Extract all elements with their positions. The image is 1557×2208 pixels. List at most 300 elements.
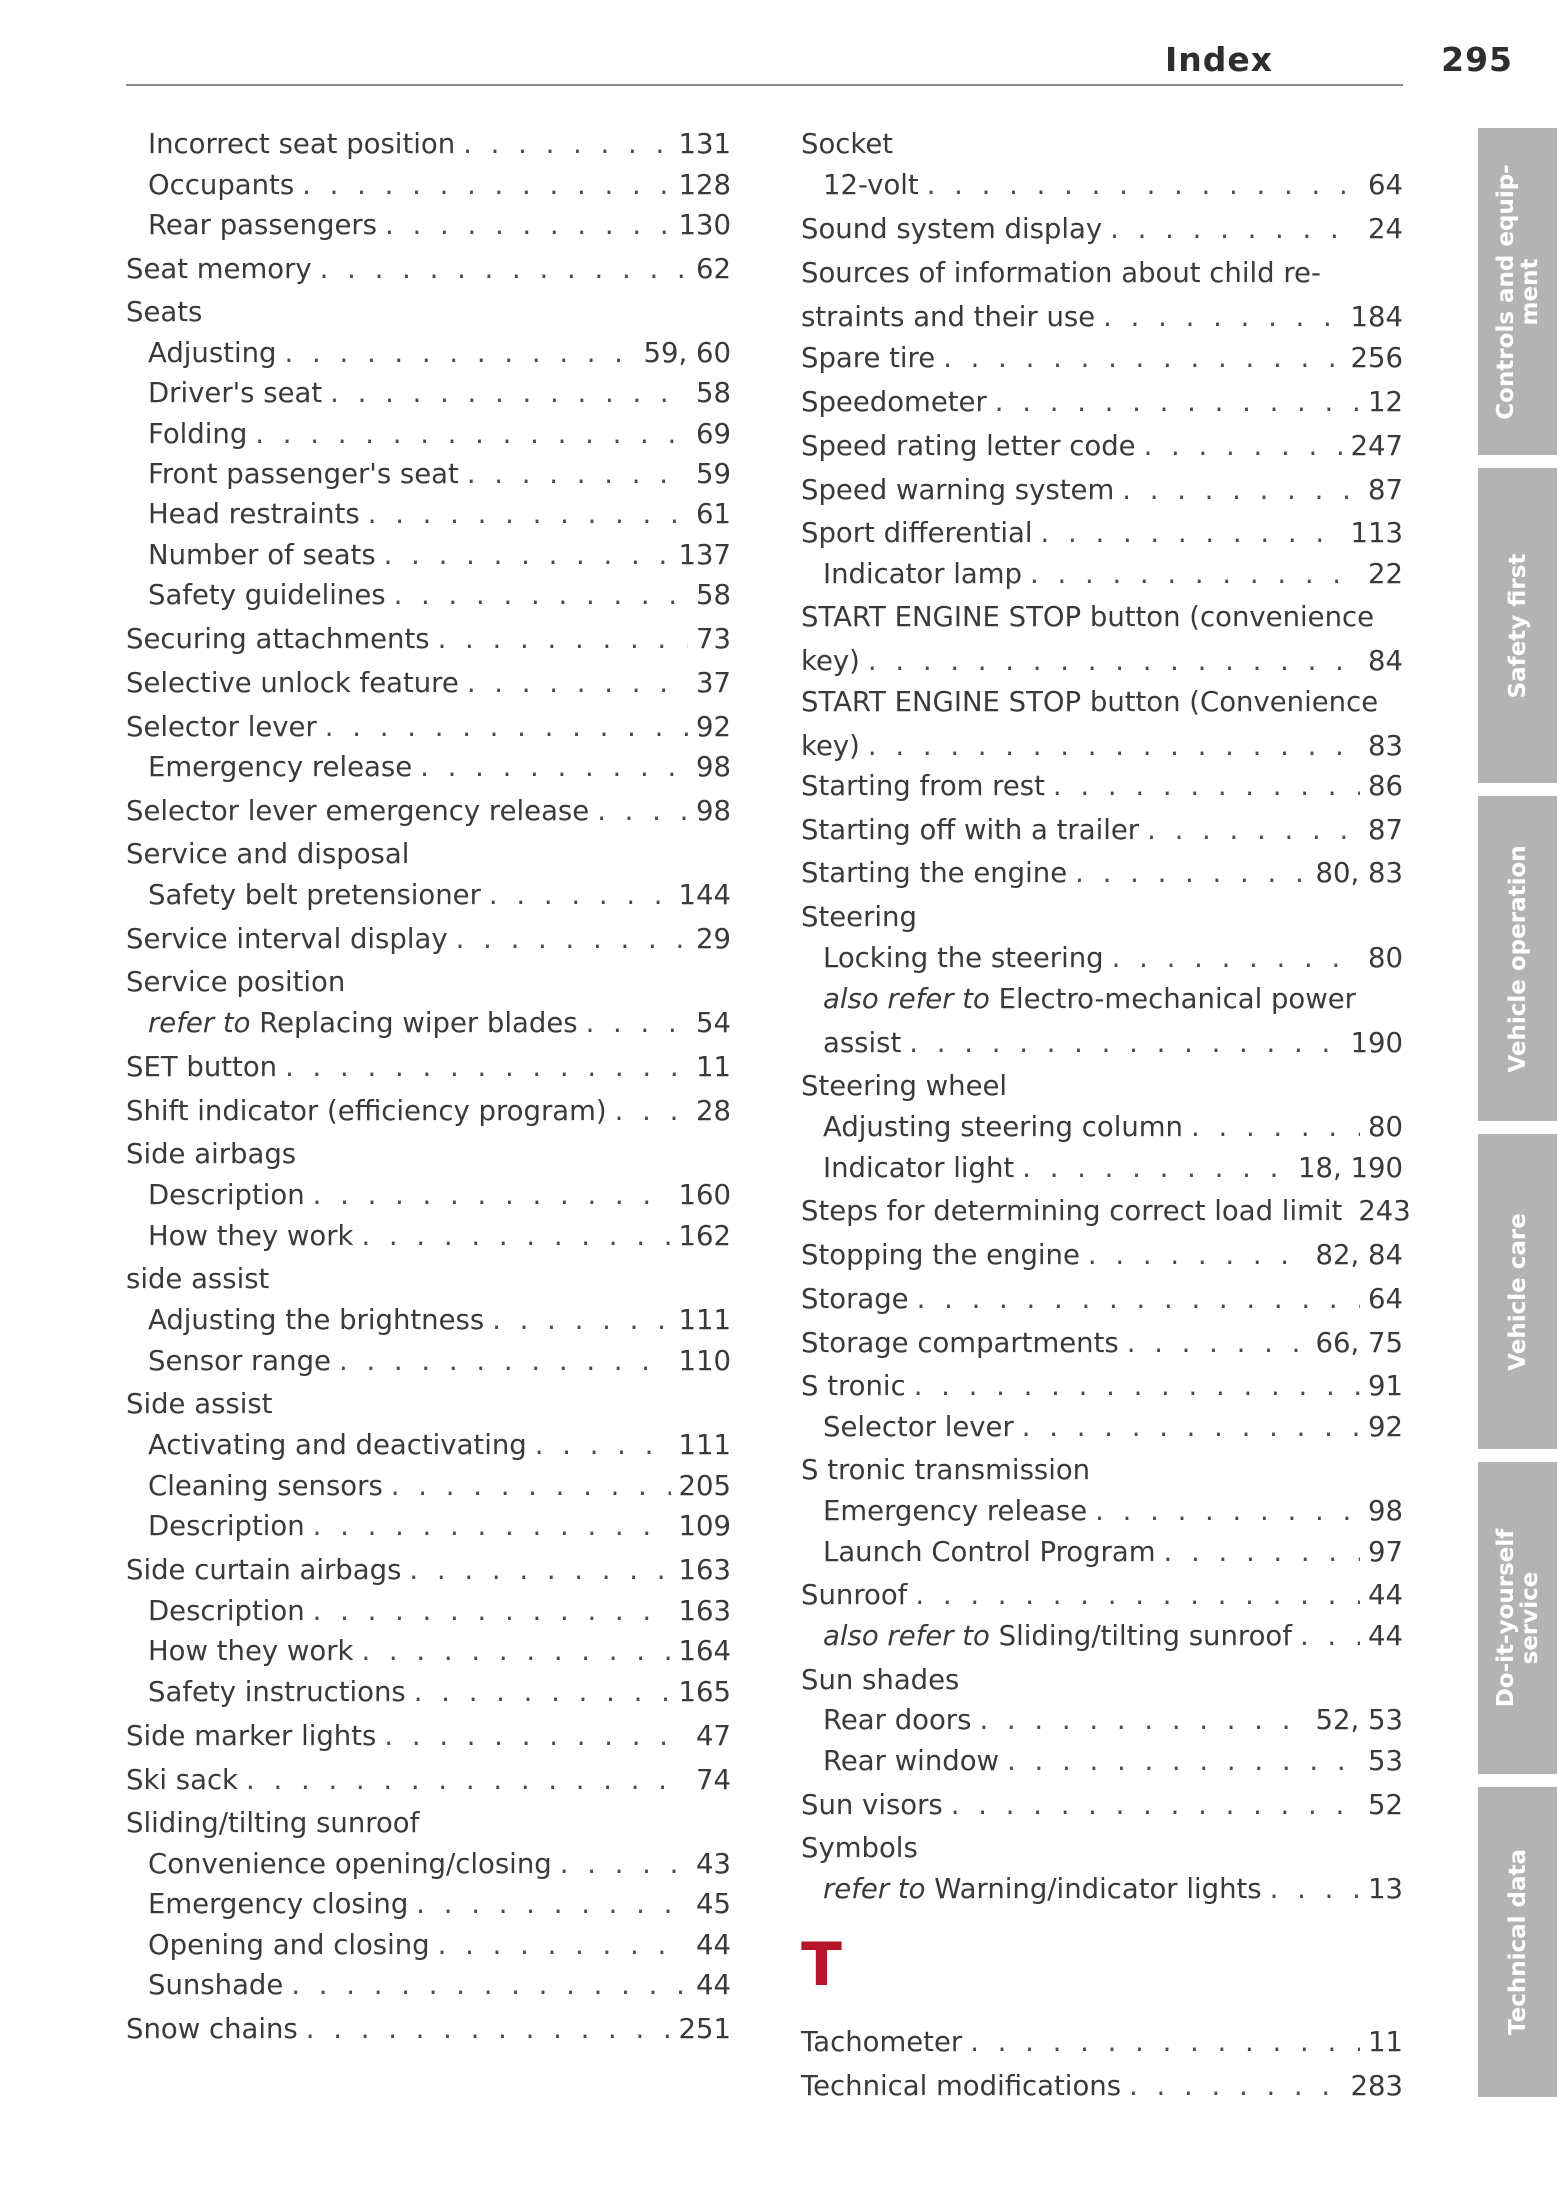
page-reference[interactable]: 69 xyxy=(696,418,731,450)
tab-technical-data[interactable] xyxy=(1478,1787,1557,2097)
index-entry xyxy=(126,292,731,332)
index-entry xyxy=(148,1003,731,1043)
index-entry xyxy=(148,747,731,787)
header-divider xyxy=(126,84,1403,86)
dot-leader xyxy=(1110,209,1360,249)
page-reference[interactable]: 128 xyxy=(678,169,731,201)
index-term: Sun shades xyxy=(801,1664,960,1696)
index-entry xyxy=(801,1575,1403,1615)
index-entry xyxy=(823,1107,1403,1147)
page-reference[interactable]: 44 xyxy=(1368,1579,1403,1611)
dot-leader xyxy=(391,1466,671,1506)
index-term: Starting from rest xyxy=(801,770,1045,802)
dot-leader xyxy=(467,454,688,494)
dot-leader xyxy=(1300,1616,1360,1656)
dot-leader xyxy=(915,1575,1360,1615)
page-reference[interactable]: 29 xyxy=(696,923,731,955)
index-entry xyxy=(126,1134,731,1174)
page-reference[interactable]: 144 xyxy=(678,879,731,911)
page-reference[interactable]: 251 xyxy=(678,2013,731,2045)
index-entry xyxy=(148,535,731,575)
index-term: Spare tire xyxy=(801,342,936,374)
dot-leader xyxy=(325,707,688,747)
index-entry xyxy=(126,707,731,747)
spacer xyxy=(990,1616,999,1656)
index-term: Sound system display xyxy=(801,213,1103,245)
index-entry xyxy=(148,494,731,534)
page-reference[interactable]: 98 xyxy=(696,751,731,783)
dot-leader xyxy=(1007,1741,1360,1781)
index-entry xyxy=(126,2009,731,2049)
tab-vehicle-care[interactable] xyxy=(1478,1134,1557,1449)
page-reference[interactable]: 160 xyxy=(678,1179,731,1211)
index-entry xyxy=(801,2066,1403,2106)
page-reference[interactable]: 92 xyxy=(1368,1411,1403,1443)
index-entry xyxy=(126,919,731,959)
page-reference[interactable]: 113 xyxy=(1350,517,1403,549)
page-reference[interactable]: 110 xyxy=(678,1345,731,1377)
index-term: Safety belt pretensioner xyxy=(148,879,481,911)
dot-leader xyxy=(1191,1107,1360,1147)
index-term: Adjusting xyxy=(148,337,277,369)
page-reference[interactable]: 130 xyxy=(678,209,731,241)
tab-label: Controls and equip- ment xyxy=(1492,163,1543,420)
page-reference[interactable]: 43 xyxy=(696,1848,731,1880)
dot-leader xyxy=(438,1925,688,1965)
index-entry xyxy=(148,124,731,164)
index-entry xyxy=(126,1047,731,1087)
index-entry xyxy=(801,253,1403,337)
index-entry xyxy=(126,962,731,1002)
page-reference[interactable]: 52 xyxy=(1368,1789,1403,1821)
page-reference[interactable]: 243 xyxy=(1358,1195,1411,1227)
page-reference[interactable]: 86 xyxy=(1368,770,1403,802)
index-term: Number of seats xyxy=(148,539,376,571)
cross-reference-prefix: refer to xyxy=(823,1873,926,1905)
index-entry xyxy=(801,124,1403,164)
index-term: Side curtain airbags xyxy=(126,1554,402,1586)
dot-leader xyxy=(313,1591,671,1631)
index-term: Folding xyxy=(148,418,248,450)
dot-leader xyxy=(384,1716,688,1756)
index-term: Opening and closing xyxy=(148,1929,430,1961)
dot-leader xyxy=(979,1700,1307,1740)
page-reference[interactable]: 111 xyxy=(678,1429,731,1461)
page-reference[interactable]: 74 xyxy=(696,1764,731,1796)
dot-leader xyxy=(1030,554,1360,594)
index-term: Replacing wiper blades xyxy=(259,1007,578,1039)
index-entry xyxy=(126,1091,731,1131)
dot-leader xyxy=(368,494,688,534)
tab-label: Vehicle care xyxy=(1504,1212,1531,1371)
dot-leader xyxy=(420,747,688,787)
index-term: Head restraints xyxy=(148,498,360,530)
index-entry xyxy=(126,1259,731,1299)
cross-reference-prefix: also refer to xyxy=(823,983,990,1015)
index-term: START ENGINE STOP button (Convenience xyxy=(801,686,1379,718)
page-reference[interactable]: 47 xyxy=(696,1720,731,1752)
page-reference[interactable]: 87 xyxy=(1368,474,1403,506)
tab-vehicle-operation[interactable] xyxy=(1478,796,1557,1121)
dot-leader xyxy=(995,382,1360,422)
index-term: Selector lever xyxy=(823,1411,1014,1443)
index-term: Launch Control Program xyxy=(823,1536,1156,1568)
index-term: Indicator light xyxy=(823,1152,1015,1184)
page-reference[interactable]: 111 xyxy=(678,1304,731,1336)
index-entry xyxy=(823,165,1403,205)
dot-leader xyxy=(1270,1869,1360,1909)
index-term: Seat memory xyxy=(126,253,312,285)
index-term: Technical modifications xyxy=(801,2070,1122,2102)
index-entry xyxy=(148,1216,731,1256)
dot-leader xyxy=(361,1216,670,1256)
page-reference[interactable]: 91 xyxy=(1368,1370,1403,1402)
page-reference[interactable]: 45 xyxy=(696,1888,731,1920)
index-term: Speed rating letter code xyxy=(801,430,1136,462)
index-term: Indicator lamp xyxy=(823,558,1022,590)
index-term: Incorrect seat position xyxy=(148,128,456,160)
page-reference[interactable]: 162 xyxy=(678,1220,731,1252)
spacer xyxy=(925,1869,934,1909)
index-entry xyxy=(801,766,1403,806)
index-entry xyxy=(126,1760,731,1800)
dot-leader xyxy=(868,726,1360,766)
page-reference[interactable]: 44 xyxy=(1368,1620,1403,1652)
index-term: Driver's seat xyxy=(148,377,323,409)
page-reference[interactable]: 22 xyxy=(1368,558,1403,590)
page-reference[interactable]: 18, 190 xyxy=(1298,1152,1403,1184)
page-reference[interactable]: 205 xyxy=(678,1470,731,1502)
index-entry xyxy=(148,1965,731,2005)
dot-leader xyxy=(909,1023,1342,1063)
index-term: Service interval display xyxy=(126,923,448,955)
index-entry xyxy=(148,1341,731,1381)
index-entry xyxy=(823,1741,1403,1781)
index-term: Tachometer xyxy=(801,2026,963,2058)
index-entry xyxy=(823,1491,1403,1531)
index-entry xyxy=(823,1148,1403,1188)
index-term: Steering xyxy=(801,901,917,933)
page-reference[interactable]: 28 xyxy=(696,1095,731,1127)
index-entry xyxy=(823,1700,1403,1740)
index-term: Emergency release xyxy=(823,1495,1088,1527)
dot-leader xyxy=(917,1279,1360,1319)
dot-leader xyxy=(586,1003,688,1043)
index-entry xyxy=(126,1384,731,1424)
index-term: Side assist xyxy=(126,1388,273,1420)
page-reference[interactable]: 37 xyxy=(696,667,731,699)
index-term: Steps for determining correct load limit xyxy=(801,1195,1343,1227)
index-term: Seats xyxy=(126,296,203,328)
index-entry xyxy=(148,373,731,413)
page-reference[interactable]: 82, 84 xyxy=(1315,1239,1403,1271)
index-term: Emergency closing xyxy=(148,1888,409,1920)
index-entry xyxy=(148,1631,731,1671)
dot-leader xyxy=(951,1785,1360,1825)
dot-leader xyxy=(302,165,670,205)
page-reference[interactable]: 97 xyxy=(1368,1536,1403,1568)
page-reference[interactable]: 80 xyxy=(1368,942,1403,974)
cross-reference-prefix: refer to xyxy=(148,1007,251,1039)
index-term: Starting the engine xyxy=(801,857,1068,889)
page-reference[interactable]: 184 xyxy=(1350,301,1403,333)
dot-leader xyxy=(416,1884,688,1924)
page-reference[interactable]: 62 xyxy=(696,253,731,285)
index-term: Cleaning sensors xyxy=(148,1470,383,1502)
page-reference[interactable]: 256 xyxy=(1350,342,1403,374)
spacer xyxy=(990,979,999,1019)
dot-leader xyxy=(339,1341,671,1381)
index-term: Storage xyxy=(801,1283,909,1315)
dot-leader xyxy=(246,1760,688,1800)
page-reference[interactable]: 12 xyxy=(1368,386,1403,418)
page-reference[interactable]: 59, 60 xyxy=(643,337,731,369)
index-term: Speed warning system xyxy=(801,474,1115,506)
dot-leader xyxy=(1127,1323,1308,1363)
page-reference[interactable]: 58 xyxy=(696,579,731,611)
dot-leader xyxy=(943,338,1342,378)
dot-leader xyxy=(313,1175,671,1215)
dot-leader xyxy=(320,249,688,289)
dot-leader xyxy=(1122,470,1360,510)
page-reference[interactable]: 59 xyxy=(696,458,731,490)
index-term: Storage compartments xyxy=(801,1327,1119,1359)
index-term: Safety instructions xyxy=(148,1676,406,1708)
dot-leader xyxy=(255,414,688,454)
dot-leader xyxy=(560,1844,688,1884)
dot-leader xyxy=(385,205,670,245)
index-term: Service position xyxy=(126,966,346,998)
index-entry xyxy=(148,1425,731,1465)
index-term-continued: key) xyxy=(801,730,860,762)
dot-leader xyxy=(409,1550,670,1590)
page-reference[interactable]: 11 xyxy=(1368,2026,1403,2058)
index-entry xyxy=(148,875,731,915)
page-reference[interactable]: 64 xyxy=(1368,1283,1403,1315)
index-entry xyxy=(801,897,1403,937)
index-term: Sensor range xyxy=(148,1345,331,1377)
index-term: Description xyxy=(148,1510,305,1542)
tab-do-it-yourself-service[interactable] xyxy=(1478,1462,1557,1774)
index-entry xyxy=(148,1466,731,1506)
index-term: Activating and deactivating xyxy=(148,1429,527,1461)
page-number: 295 xyxy=(1441,40,1513,79)
index-entry xyxy=(148,1672,731,1712)
index-entry xyxy=(823,1616,1403,1656)
page-reference[interactable]: 92 xyxy=(696,711,731,743)
page-reference[interactable]: 247 xyxy=(1350,430,1403,462)
dot-leader xyxy=(492,1300,670,1340)
page-reference[interactable]: 66, 75 xyxy=(1315,1327,1403,1359)
index-entry xyxy=(801,597,1403,681)
index-entry xyxy=(823,938,1403,978)
index-term: How they work xyxy=(148,1635,354,1667)
page-reference[interactable]: 54 xyxy=(696,1007,731,1039)
page-reference[interactable]: 64 xyxy=(1368,169,1403,201)
dot-leader xyxy=(615,1091,688,1131)
page-reference[interactable]: 87 xyxy=(1368,814,1403,846)
dot-leader xyxy=(868,641,1360,681)
index-entry xyxy=(126,1550,731,1590)
dot-leader xyxy=(535,1425,671,1465)
index-term: Rear passengers xyxy=(148,209,378,241)
page-reference[interactable]: 131 xyxy=(678,128,731,160)
page-reference[interactable]: 163 xyxy=(678,1595,731,1627)
dot-leader xyxy=(285,1047,688,1087)
index-term: Rear window xyxy=(823,1745,1000,1777)
page-reference[interactable]: 164 xyxy=(678,1635,731,1667)
page-reference[interactable]: 44 xyxy=(696,1929,731,1961)
page-reference[interactable]: 24 xyxy=(1368,213,1403,245)
tab-safety-first[interactable] xyxy=(1478,468,1557,783)
dot-leader xyxy=(1075,853,1307,893)
index-entry xyxy=(148,1175,731,1215)
index-term: How they work xyxy=(148,1220,354,1252)
index-entry xyxy=(148,1844,731,1884)
index-term: Convenience opening/closing xyxy=(148,1848,552,1880)
index-term: START ENGINE STOP button (convenience xyxy=(801,601,1375,633)
dot-leader xyxy=(597,791,688,831)
index-entry xyxy=(126,791,731,831)
index-entry xyxy=(823,1869,1403,1909)
tab-label: Do-it-yourself service xyxy=(1492,1528,1543,1708)
page-reference[interactable]: 80 xyxy=(1368,1111,1403,1143)
index-entry xyxy=(801,1191,1411,1231)
dot-leader xyxy=(1022,1148,1290,1188)
dot-leader xyxy=(1164,1532,1361,1572)
index-term: SET button xyxy=(126,1051,278,1083)
index-entry xyxy=(801,1828,1403,1868)
index-entry xyxy=(801,1450,1403,1490)
page-reference[interactable]: 137 xyxy=(678,539,731,571)
page-reference[interactable]: 13 xyxy=(1368,1873,1403,1905)
page-reference[interactable]: 11 xyxy=(696,1051,731,1083)
index-entry xyxy=(148,165,731,205)
page-reference[interactable]: 52, 53 xyxy=(1315,1704,1403,1736)
tab-controls-and-equipment[interactable] xyxy=(1478,128,1557,455)
dot-leader xyxy=(914,1366,1360,1406)
page-reference[interactable]: 44 xyxy=(696,1969,731,2001)
page-reference[interactable]: 190 xyxy=(1350,1027,1403,1059)
page-reference[interactable]: 283 xyxy=(1350,2070,1403,2102)
index-entry xyxy=(148,1591,731,1631)
index-term: Electro-mechanical power xyxy=(998,983,1356,1015)
tab-label: Technical data xyxy=(1504,1848,1531,2036)
index-entry xyxy=(801,209,1403,249)
index-term: 12-volt xyxy=(823,169,919,201)
dot-leader xyxy=(330,373,688,413)
index-entry xyxy=(801,1279,1403,1319)
index-term: Warning/indicator lights xyxy=(934,1873,1262,1905)
index-term: Description xyxy=(148,1595,305,1627)
page-reference[interactable]: 53 xyxy=(1368,1745,1403,1777)
index-entry xyxy=(801,1235,1403,1275)
page-reference[interactable]: 73 xyxy=(696,623,731,655)
dot-leader xyxy=(1147,810,1360,850)
page-reference[interactable]: 165 xyxy=(678,1676,731,1708)
dot-leader xyxy=(970,2022,1360,2062)
dot-leader xyxy=(1022,1407,1360,1447)
index-term: Sliding/tilting sunroof xyxy=(126,1807,420,1839)
dot-leader xyxy=(306,2009,671,2049)
dot-leader xyxy=(1144,426,1343,466)
index-term: Adjusting the brightness xyxy=(148,1304,485,1336)
index-entry xyxy=(823,1532,1403,1572)
page-reference[interactable]: 58 xyxy=(696,377,731,409)
index-term: Symbols xyxy=(801,1832,918,1864)
index-term-continued: key) xyxy=(801,645,860,677)
dot-leader xyxy=(414,1672,671,1712)
page-reference[interactable]: 98 xyxy=(1368,1495,1403,1527)
index-term: Emergency release xyxy=(148,751,413,783)
index-term: Service and disposal xyxy=(126,838,410,870)
index-entry xyxy=(148,1506,731,1546)
page-reference[interactable]: 163 xyxy=(678,1554,731,1586)
tab-label: Safety first xyxy=(1504,553,1531,698)
page-reference[interactable]: 109 xyxy=(678,1510,731,1542)
index-entry xyxy=(148,454,731,494)
dot-leader xyxy=(394,575,688,615)
dot-leader xyxy=(285,333,636,373)
index-term: Socket xyxy=(801,128,894,160)
index-term: Sunshade xyxy=(148,1969,284,2001)
index-entry xyxy=(823,554,1403,594)
dot-leader xyxy=(456,919,688,959)
index-entry xyxy=(126,619,731,659)
index-term: Locking the steering xyxy=(823,942,1104,974)
dot-leader xyxy=(467,663,688,703)
index-entry xyxy=(801,682,1403,766)
index-term: Side airbags xyxy=(126,1138,297,1170)
index-term: Speedometer xyxy=(801,386,987,418)
page-reference[interactable]: 84 xyxy=(1368,645,1403,677)
index-entry xyxy=(801,382,1403,422)
index-term: Sunroof xyxy=(801,1579,908,1611)
index-entry xyxy=(801,2022,1403,2062)
index-entry xyxy=(148,575,731,615)
page-reference[interactable]: 80, 83 xyxy=(1315,857,1403,889)
index-term: Description xyxy=(148,1179,305,1211)
page-reference[interactable]: 98 xyxy=(696,795,731,827)
index-entry xyxy=(801,1785,1403,1825)
index-term-continued: assist xyxy=(823,1027,902,1059)
index-entry xyxy=(823,1407,1403,1447)
index-term: S tronic xyxy=(801,1370,906,1402)
index-entry xyxy=(148,414,731,454)
index-term: Sources of information about child re- xyxy=(801,257,1321,289)
index-entry xyxy=(823,979,1403,1063)
page-reference[interactable]: 83 xyxy=(1368,730,1403,762)
index-term: Rear doors xyxy=(823,1704,972,1736)
index-entry xyxy=(801,853,1403,893)
dot-leader xyxy=(1088,1235,1308,1275)
dot-leader xyxy=(927,165,1360,205)
index-entry xyxy=(148,1925,731,1965)
page-reference[interactable]: 61 xyxy=(696,498,731,530)
index-term: Sport differential xyxy=(801,517,1033,549)
index-term: Adjusting steering column xyxy=(823,1111,1183,1143)
index-entry xyxy=(126,834,731,874)
index-term: Ski sack xyxy=(126,1764,238,1796)
index-section-letter: T xyxy=(801,1930,842,2000)
index-entry xyxy=(148,1884,731,1924)
index-term: Front passenger's seat xyxy=(148,458,459,490)
index-entry xyxy=(801,470,1403,510)
index-term: Selector lever emergency release xyxy=(126,795,590,827)
cross-reference-prefix: also refer to xyxy=(823,1620,990,1652)
index-entry xyxy=(148,205,731,245)
index-entry xyxy=(801,1366,1403,1406)
